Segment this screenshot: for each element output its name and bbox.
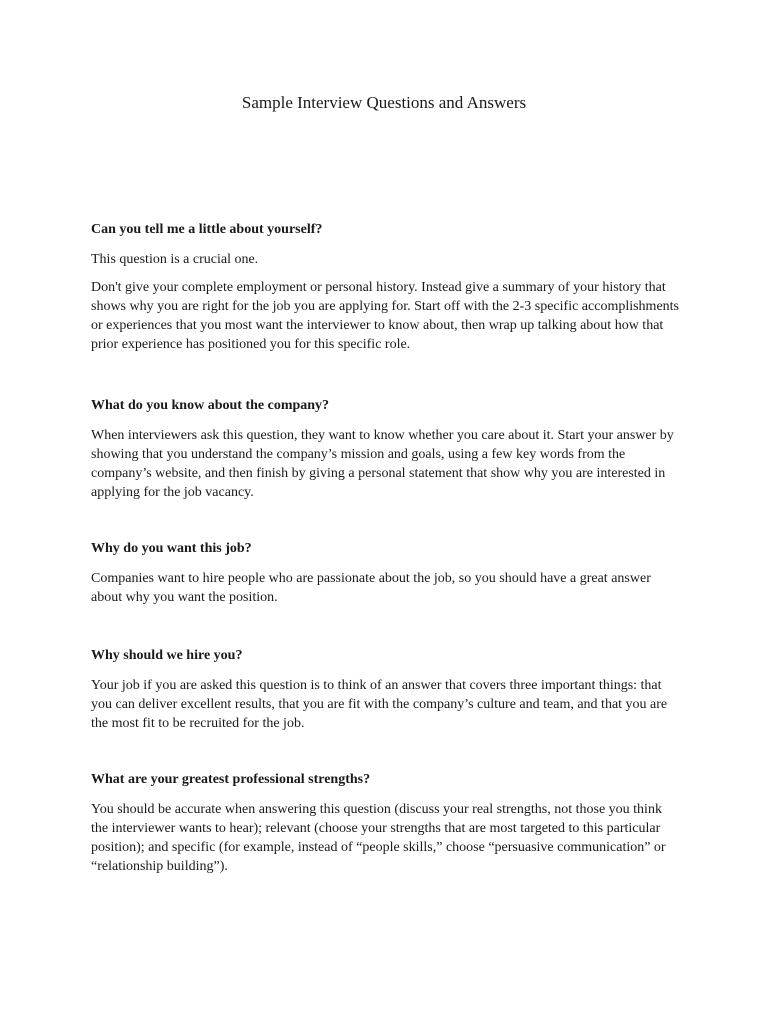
answer-paragraph: This question is a crucial one. (91, 252, 259, 267)
question-heading: Why should we hire you? (91, 648, 243, 663)
answer-paragraph: Companies want to hire people who are passionate about the job, so you should have a great answer about why you want the position. (91, 571, 651, 605)
answer-paragraph: Don't give your complete employment or personal history. Instead give a summary of your history that shows why you are right for the job you are applying for. Start off with the 2-3 specific accomplishments or experiences that you most want the interviewer to know about, then wrap up talking about how that prior experience has positioned you for this specific role. (91, 280, 679, 352)
document-title: Sample Interview Questions and Answers (241, 93, 527, 112)
qa-section (91, 770, 681, 885)
question-heading: What are your greatest professional strengths? (91, 772, 371, 787)
qa-section (91, 396, 681, 511)
qa-section (91, 646, 681, 742)
answer-paragraph: You should be accurate when answering this question (discuss your real strengths, not those you think the interviewer wants to hear); relevant (choose your strengths that are most targeted to this particular position); and specific (for example, instead of “people skills,” choose “persuasive communication” or “relationship building”). (91, 802, 666, 874)
question-heading: What do you know about the company? (91, 398, 330, 413)
question-heading: Can you tell me a little about yourself? (91, 222, 323, 237)
answer-paragraph: Your job if you are asked this question is to think of an answer that covers three important things: that you can deliver excellent results, that you are fit with the company’s culture and team, and that you are the most fit to be recruited for the job. (91, 678, 668, 731)
qa-section (91, 539, 681, 616)
answer-paragraph: When interviewers ask this question, they want to know whether you care about it. Start your answer by showing that you understand the company’s mission and goals, using a few key words from the company’s website, and then finish by giving a personal statement that show why you are interested in applying for the job vacancy. (91, 428, 674, 500)
question-heading: Why do you want this job? (91, 541, 252, 556)
qa-section (91, 220, 681, 363)
